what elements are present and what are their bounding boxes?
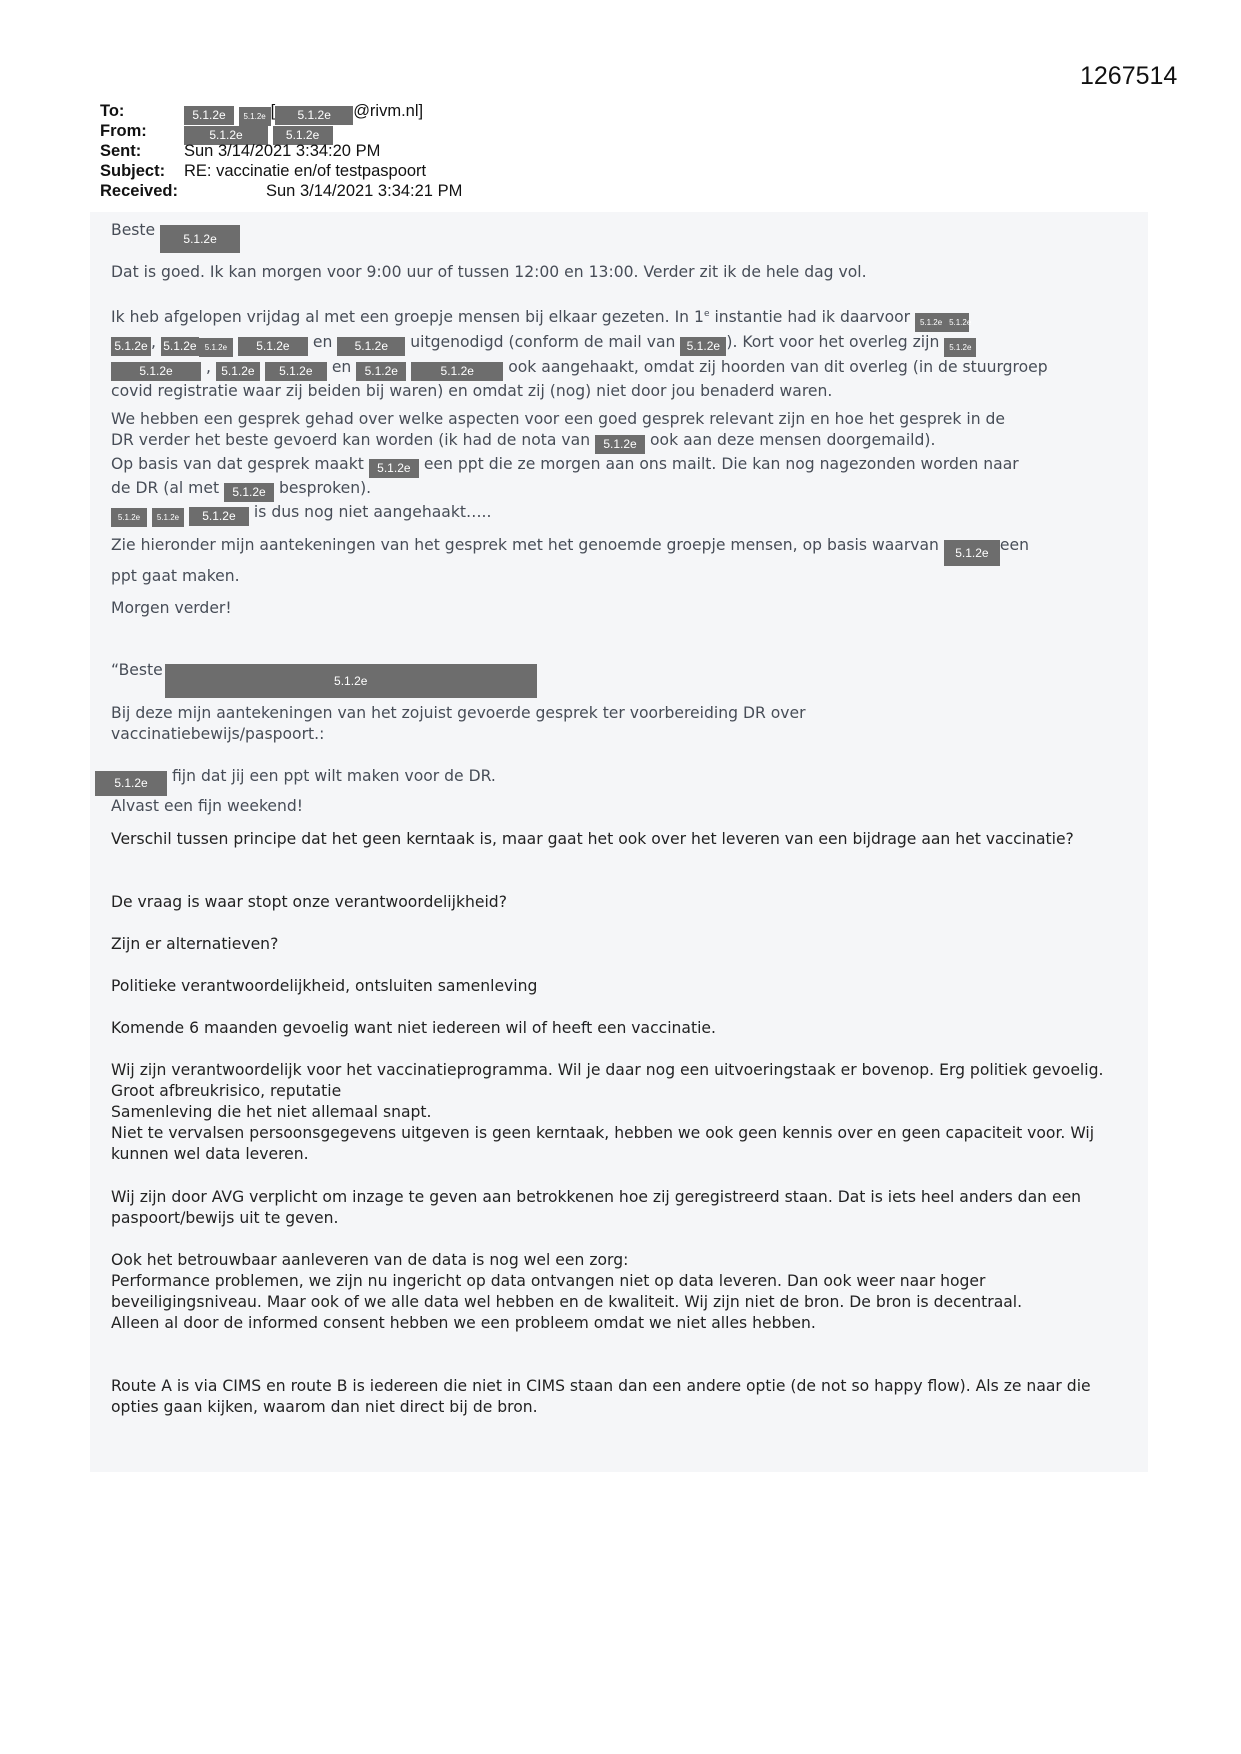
redaction: 5.1.2e [369, 459, 419, 478]
to-value: 5.1.2e 5.1.2e [ 5.1.2e @rivm.nl] [184, 101, 423, 126]
note-vaccination-programme: Wij zijn verantwoordelijk voor het vaccinatieprogramma. Wil je daar nog een uitvoeringstaak er bovenop. Erg politiek gevoelig. Groot afbreukrisico, reputatie Samenleving die het niet allemaal snapt. Niet te vervalsen persoonsgegevens uitgeven is geen kerntaak, hebben we ook geen kennis over en geen capaciteit voor. Wij kunnen wel data leveren. [111, 1061, 1104, 1163]
redaction: 5.1.2e [224, 483, 274, 502]
redaction: 5.1.2e [95, 771, 167, 796]
quote-intro: Bij deze mijn aantekeningen van het zojuist gevoerde gesprek ter voorbereiding DR over vaccinatiebewijs/paspoort.: [111, 704, 806, 743]
paragraph-availability: Dat is goed. Ik kan morgen voor 9:00 uur of tussen 12:00 en 13:00. Verder zit ik de hele dag vol. [111, 263, 867, 281]
redaction: 5.1.2e [411, 362, 503, 381]
document-number: 1267514 [1080, 62, 1178, 90]
redaction: 5.1.2e [160, 225, 240, 253]
redaction: 5.1.2e [111, 362, 201, 381]
redaction: 5.1.2e [337, 337, 405, 356]
paragraph-closing: Morgen verder! [111, 599, 232, 617]
redaction: 5.1.2e [238, 337, 308, 356]
redaction: 5.1.2e [275, 106, 353, 125]
from-label: From: [100, 122, 147, 140]
redaction: 5.1.2e [152, 508, 184, 527]
redaction: 5.1.2e [944, 338, 976, 357]
greeting: Beste 5.1.2e [111, 220, 1141, 253]
note-principle: Verschil tussen principe dat het geen kerntaak is, maar gaat het ook over het leveren van een bijdrage aan het vaccinatie? [111, 830, 1074, 848]
quote-thanks: 5.1.2e fijn dat jij een ppt wilt maken voor de DR. Alvast een fijn weekend! [111, 766, 1141, 817]
received-label: Received: [100, 182, 178, 200]
quote-greeting: “Beste5.1.2e [111, 660, 1141, 698]
redaction: 5.1.2e [111, 508, 147, 527]
redaction: 5.1.2e [161, 337, 199, 356]
sent-label: Sent: [100, 142, 142, 160]
redaction: 5.1.2e [944, 540, 1000, 566]
redaction: 5.1.2e [184, 126, 268, 145]
to-label: To: [100, 102, 125, 120]
note-alternatives: Zijn er alternatieven? [111, 935, 279, 953]
redaction: 5.1.2e [239, 107, 271, 126]
redaction: 5.1.2e [184, 106, 234, 125]
redaction: 5.1.2e [680, 337, 726, 356]
redaction: 5.1.2e [189, 507, 249, 526]
paragraph-conversation: We hebben een gesprek gehad over welke aspecten voor een goed gesprek relevant zijn en hoe het gesprek in de DR verder het beste gevoerd kan worden (ik had de nota van 5.1.2e ook aan deze mensen doorgemaild). Op basis van dat gesprek maakt 5.1.2e een ppt die ze morgen aan ons mailt. Die kan nog nagezonden worden naar de DR (al met 5.1.2e besproken). 5.1.2e 5.1.2e 5.1.2e is dus nog niet aangehaakt….. [111, 409, 1141, 527]
subject-label: Subject: [100, 162, 166, 180]
redaction: 5.1.2e [595, 435, 645, 454]
redaction: 5.1.2e [915, 313, 947, 332]
paragraph-notes-intro: Zie hieronder mijn aantekeningen van het gesprek met het genoemde groepje mensen, op basis waarvan 5.1.2e een ppt gaat maken. [111, 536, 1029, 585]
note-political: Politieke verantwoordelijkheid, ontsluiten samenleving [111, 977, 538, 995]
note-routes: Route A is via CIMS en route B is iedereen die niet in CIMS staan dan een andere optie (de not so happy flow). Als ze naar die opties gaan kijken, waarom dan niet direct bij de bron. [111, 1377, 1091, 1416]
redaction: 5.1.2e [273, 126, 333, 145]
redaction: 5.1.2e [199, 338, 233, 357]
redaction: 5.1.2e [111, 337, 151, 356]
subject-value: RE: vaccinatie en/of testpaspoort [184, 162, 427, 180]
note-six-months: Komende 6 maanden gevoelig want niet iedereen wil of heeft een vaccinatie. [111, 1019, 716, 1037]
note-avg: Wij zijn door AVG verplicht om inzage te geven aan betrokkenen hoe zij geregistreerd staan. Dat is iets heel anders dan een paspoort/bewijs uit te geven. [111, 1188, 1082, 1227]
note-data-delivery: Ook het betrouwbaar aanleveren van de data is nog wel een zorg: Performance problemen, we zijn nu ingericht op data ontvangen niet op data leveren. Dan ook weer naar hoger beveiligingsniveau. Maar ook of we alle data wel hebben en de kwaliteit. Wij zijn niet de bron. De bron is decentraal. Alleen al door de informed consent hebben we een probleem omdat we niet alles hebben. [111, 1251, 1023, 1332]
note-responsibility: De vraag is waar stopt onze verantwoordelijkheid? [111, 893, 507, 911]
redaction: 5.1.2e [165, 664, 537, 698]
redaction: 5.1.2e [356, 362, 406, 381]
paragraph-meeting: Ik heb afgelopen vrijdag al met een groepje mensen bij elkaar gezeten. In 1e instantie had ik daarvoor 5.1.2e 5.1.2e 5.1.2e , 5.1.2e 5.1.2e 5.1.2e en 5.1.2e uitgenodigd (conform de mail van 5.1.2e ). Kort voor het overleg zijn 5.1.2e 5.1.2e , 5.1.2e 5.1.2e en 5.1.2e 5.1.2e ook aangehaakt, omdat zij hoorden van dit overleg (in de stuurgroep covid registratie waar zij beiden bij waren) en omdat zij (nog) niet door jou benaderd waren. [111, 308, 1048, 401]
received-value: Sun 3/14/2021 3:34:21 PM [266, 182, 463, 200]
to-suffix: @rivm.nl] [353, 102, 424, 120]
sent-value: Sun 3/14/2021 3:34:20 PM [184, 142, 381, 160]
redaction: 5.1.2e [216, 362, 260, 381]
redaction: 5.1.2e [947, 313, 969, 332]
redaction: 5.1.2e [265, 362, 327, 381]
